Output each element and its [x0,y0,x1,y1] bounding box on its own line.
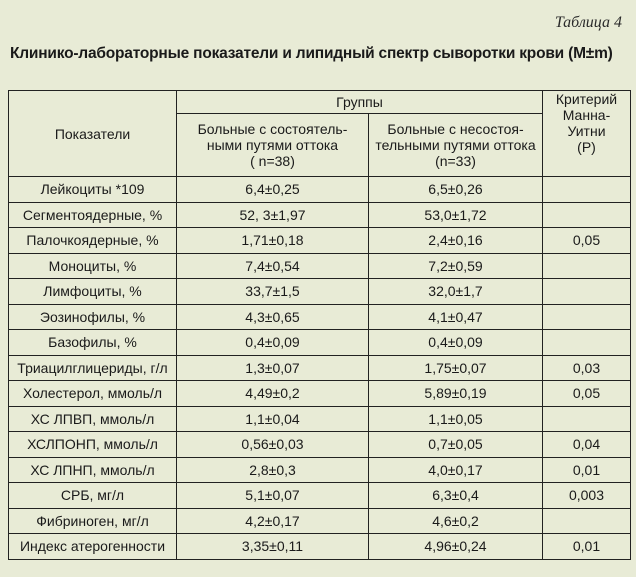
group2-value: 32,0±1,7 [369,279,543,305]
group2-value: 6,5±0,26 [369,177,543,203]
group2-value: 1,75±0,07 [369,355,543,381]
group1-header [177,114,369,177]
group1-value: 33,7±1,5 [177,279,369,305]
table-row [9,457,631,483]
row-name: Сегментоядерные, % [9,202,177,228]
group1-line: ( n=38) [250,153,295,169]
criterion-line: Критерий [555,91,618,107]
group2-value: 0,4±0,09 [369,330,543,356]
row-name: Палочкоядерные, % [9,228,177,254]
row-name: Фибриноген, мг/л [9,508,177,534]
group1-line: ными путями оттока [206,137,339,153]
group2-value: 6,3±0,4 [369,483,543,509]
row-name: Холестерол, ммоль/л [9,381,177,407]
row-name: Индекс атерогенности [9,534,177,560]
group2-value: 1,1±0,05 [369,406,543,432]
row-name: Эозинофилы, % [9,304,177,330]
table-row [9,381,631,407]
criterion-line: Манна- [562,107,611,123]
table-row [9,228,631,254]
group1-line: Больные с состоятель- [197,121,348,137]
group2-line: Больные с несостоя- [387,121,524,137]
group2-header [369,114,543,177]
row-name: Базофилы, % [9,330,177,356]
table-title: Клинико-лабораторные показатели и липидный спектр сыворотки крови (M±m) [10,45,613,62]
indicators-header: Показатели [9,91,177,177]
group1-value: 0,4±0,09 [177,330,369,356]
row-name: Триацилглицериды, г/л [9,355,177,381]
p-value [543,279,631,305]
p-value [543,330,631,356]
p-value: 0,003 [543,483,631,509]
table-row [9,355,631,381]
group2-value: 0,7±0,05 [369,432,543,458]
row-name: Моноциты, % [9,253,177,279]
row-name: Лимфоциты, % [9,279,177,305]
criterion-line: Уитни [567,123,606,139]
group1-value: 1,71±0,18 [177,228,369,254]
group1-value: 52, 3±1,97 [177,202,369,228]
p-value [543,406,631,432]
p-value [543,508,631,534]
p-value [543,253,631,279]
group2-value: 2,4±0,16 [369,228,543,254]
table-row [9,508,631,534]
group1-value: 1,1±0,04 [177,406,369,432]
table-row [9,534,631,560]
row-name: ХС ЛПВП, ммоль/л [9,406,177,432]
criterion-header [543,91,631,177]
row-name: ХСЛПОНП, ммоль/л [9,432,177,458]
group1-value: 4,3±0,65 [177,304,369,330]
group1-value: 4,49±0,2 [177,381,369,407]
p-value [543,202,631,228]
table-row [9,304,631,330]
p-value [543,304,631,330]
p-value: 0,04 [543,432,631,458]
group1-value: 7,4±0,54 [177,253,369,279]
group2-value: 4,0±0,17 [369,457,543,483]
group1-value: 5,1±0,07 [177,483,369,509]
table-number: Таблица 4 [554,14,622,31]
group1-value: 6,4±0,25 [177,177,369,203]
group2-value: 4,1±0,47 [369,304,543,330]
p-value: 0,05 [543,228,631,254]
group1-value: 4,2±0,17 [177,508,369,534]
criterion-line: (P) [577,139,596,155]
table-row [9,330,631,356]
table-row [9,177,631,203]
group2-value: 4,96±0,24 [369,534,543,560]
group2-line: (n=33) [435,153,476,169]
row-name: ХС ЛПНП, ммоль/л [9,457,177,483]
p-value: 0,05 [543,381,631,407]
groups-header: Группы [177,91,543,114]
group2-value: 53,0±1,72 [369,202,543,228]
table-row [9,202,631,228]
table-row [9,253,631,279]
group1-value: 1,3±0,07 [177,355,369,381]
group1-value: 2,8±0,3 [177,457,369,483]
p-value: 0,01 [543,457,631,483]
p-value: 0,01 [543,534,631,560]
group2-value: 5,89±0,19 [369,381,543,407]
group2-line: тельными путями оттока [375,137,536,153]
table-row [9,432,631,458]
table-row [9,406,631,432]
p-value [543,177,631,203]
p-value: 0,03 [543,355,631,381]
row-name: Лейкоциты *109 [9,177,177,203]
row-name: СРБ, мг/л [9,483,177,509]
group1-value: 0,56±0,03 [177,432,369,458]
group2-value: 4,6±0,2 [369,508,543,534]
data-table [8,90,631,560]
table-row [9,483,631,509]
table-row [9,279,631,305]
group2-value: 7,2±0,59 [369,253,543,279]
group1-value: 3,35±0,11 [177,534,369,560]
